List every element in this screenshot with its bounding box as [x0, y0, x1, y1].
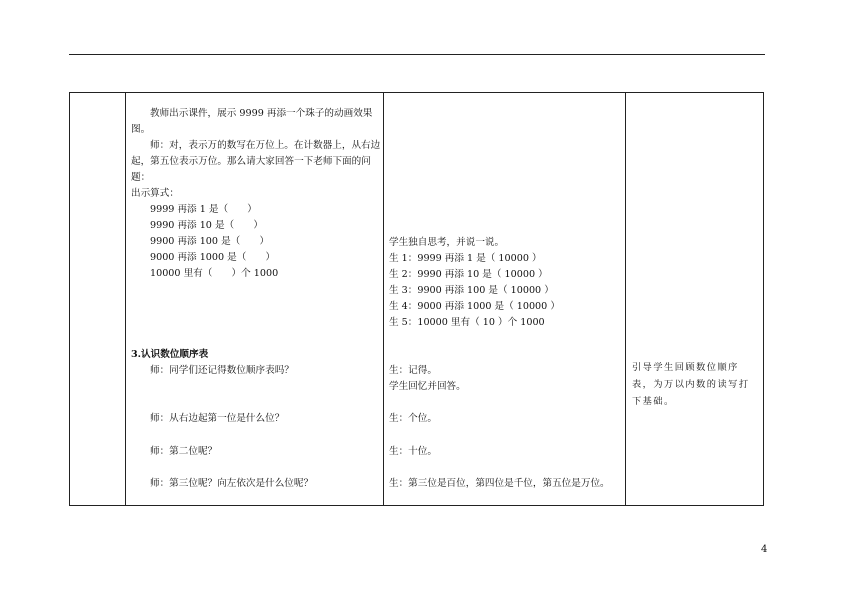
student-intro: 学生独自思考，并说一说。 — [389, 237, 505, 248]
exercise-item: 10000 里有（ ）个 1000 — [150, 268, 279, 279]
teacher-question: 师：同学们还记得数位顺序表吗？ — [150, 365, 294, 376]
design-note: 引导学生回顾数位顺序表，为万以内数的读写打下基础。 — [632, 362, 750, 407]
column-divider — [125, 93, 126, 505]
page-number: 4 — [761, 544, 768, 555]
exercise-item: 9990 再添 10 是（ ） — [150, 220, 263, 231]
student-answer: 生 4：9000 再添 1000 是（ 10000 ） — [389, 301, 560, 312]
lesson-table — [69, 92, 764, 506]
exercise-item: 9999 再添 1 是（ ） — [150, 204, 257, 215]
student-answer: 学生回忆并回答。 — [389, 381, 466, 392]
column-divider — [383, 93, 384, 505]
teacher-question: 师：第二位呢？ — [150, 446, 218, 457]
teacher-question: 师：从右边起第一位是什么位？ — [150, 413, 285, 424]
student-answer: 生：记得。 — [389, 365, 437, 376]
student-answer: 生：十位。 — [389, 446, 437, 457]
column-divider — [625, 93, 626, 505]
student-answer: 生 5：10000 里有（ 10 ）个 1000 — [389, 317, 545, 328]
student-answer: 生 3：9900 再添 100 是（ 10000 ） — [389, 285, 554, 296]
student-answer: 生：第三位是百位，第四位是千位，第五位是万位。 — [389, 478, 610, 489]
student-answer: 生：个位。 — [389, 413, 437, 424]
student-answer: 生 1：9999 再添 1 是（ 10000 ） — [389, 253, 542, 264]
exercise-item: 9900 再添 100 是（ ） — [150, 236, 270, 247]
exercise-item: 9000 再添 1000 是（ ） — [150, 252, 276, 263]
exercise-title: 出示算式： — [131, 188, 179, 199]
teacher-para-courseware: 教师出示课件，展示 9999 再添一个珠子的动画效果图。 — [131, 108, 373, 135]
section-title: 3.认识数位顺序表 — [131, 349, 209, 360]
teacher-question: 师：第三位呢？向左依次是什么位呢？ — [150, 478, 314, 489]
teacher-para-explain: 师：对，表示万的数写在万位上。在计数器上，从右边起，第五位表示万位。那么请大家回答一下老师下面的问题： — [131, 140, 381, 183]
student-answer: 生 2：9990 再添 10 是（ 10000 ） — [389, 269, 548, 280]
header-rule — [69, 54, 765, 55]
